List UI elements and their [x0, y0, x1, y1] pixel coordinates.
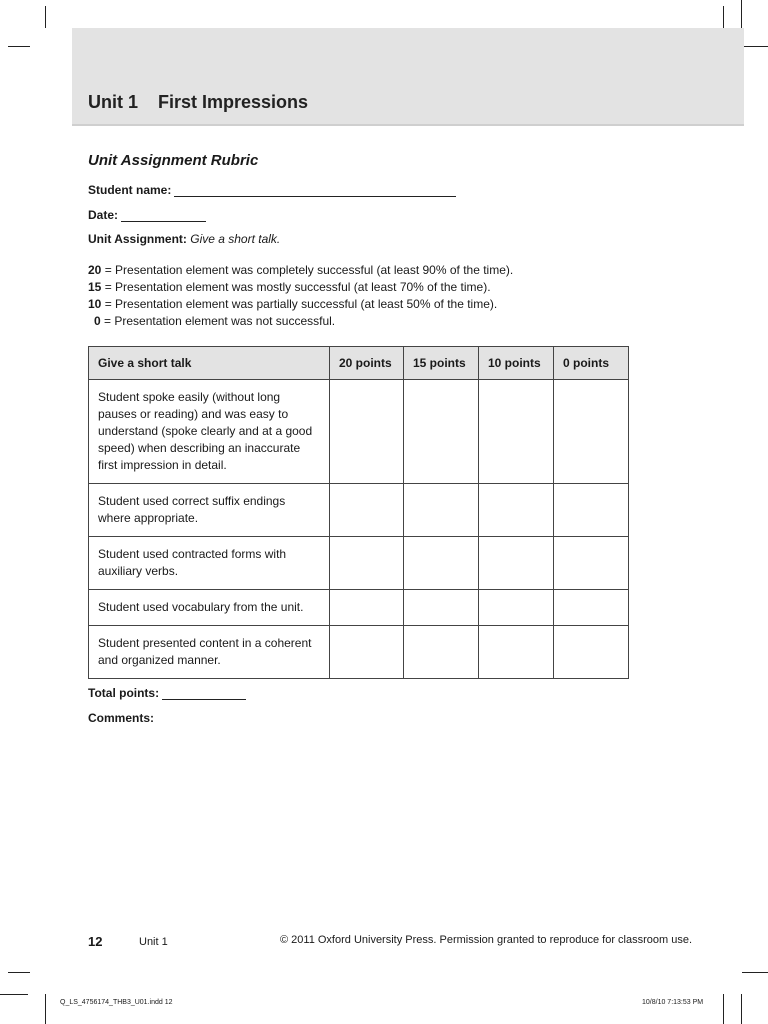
- crop-mark: [45, 994, 46, 1024]
- criterion-cell: Student used vocabulary from the unit.: [89, 590, 330, 626]
- copyright-notice: © 2011 Oxford University Press. Permission granted to reproduce for classroom use.: [280, 934, 693, 946]
- score-cell[interactable]: [479, 626, 554, 679]
- scale-text: = Presentation element was not successful.: [100, 314, 336, 328]
- table-header-row: [89, 347, 629, 380]
- footer-unit: Unit 1: [139, 936, 168, 948]
- criterion-cell: Student used contracted forms with auxiliary verbs.: [89, 537, 330, 590]
- total-points-label: Total points:: [88, 686, 160, 700]
- assignment-value: Give a short talk.: [190, 232, 281, 246]
- score-cell[interactable]: [330, 484, 404, 537]
- score-cell[interactable]: [479, 590, 554, 626]
- page-title: [88, 92, 308, 113]
- total-points-field[interactable]: [162, 687, 246, 700]
- scale-item: [88, 279, 513, 296]
- crop-mark: [741, 0, 742, 28]
- criterion-cell: Student spoke easily (without long pauses or reading) and was easy to understand (spoke clearly and at a good speed) when describing an inaccurate first impression in detail.: [89, 380, 330, 484]
- score-cell[interactable]: [479, 537, 554, 590]
- score-cell[interactable]: [404, 590, 479, 626]
- crop-mark: [0, 994, 28, 995]
- scale-item: [88, 262, 513, 279]
- scale-text: = Presentation element was completely successful (at least 90% of the time).: [101, 263, 514, 277]
- score-cell[interactable]: [554, 590, 629, 626]
- scale-text: = Presentation element was mostly successful (at least 70% of the time).: [101, 280, 491, 294]
- assignment-label: Unit Assignment:: [88, 232, 187, 246]
- score-cell[interactable]: [554, 626, 629, 679]
- assignment-row: [88, 232, 280, 246]
- criterion-cell: Student presented content in a coherent and organized manner.: [89, 626, 330, 679]
- crop-mark: [8, 972, 30, 973]
- crop-mark: [723, 6, 724, 28]
- crop-mark: [723, 994, 724, 1024]
- table-row: [89, 484, 629, 537]
- table-row: [89, 380, 629, 484]
- score-cell[interactable]: [479, 380, 554, 484]
- scale-points: 15: [88, 280, 102, 294]
- score-cell[interactable]: [404, 537, 479, 590]
- score-cell[interactable]: [554, 484, 629, 537]
- crop-mark: [742, 972, 768, 973]
- score-cell[interactable]: [554, 380, 629, 484]
- crop-mark: [8, 46, 30, 47]
- score-cell[interactable]: [330, 380, 404, 484]
- scale-points: 10: [88, 297, 102, 311]
- unit-name: First Impressions: [158, 92, 309, 112]
- score-cell[interactable]: [404, 484, 479, 537]
- rubric-table: [88, 346, 629, 679]
- rubric-title: Unit Assignment Rubric: [88, 152, 259, 169]
- date-field[interactable]: [121, 209, 206, 222]
- column-header: 10 points: [479, 347, 554, 380]
- unit-label: Unit 1: [88, 92, 139, 112]
- column-header: Give a short talk: [89, 347, 330, 380]
- criterion-cell: Student used correct suffix endings where appropriate.: [89, 484, 330, 537]
- table-row: [89, 626, 629, 679]
- score-cell[interactable]: [554, 537, 629, 590]
- column-header: 0 points: [554, 347, 629, 380]
- column-header: 20 points: [330, 347, 404, 380]
- score-cell[interactable]: [330, 537, 404, 590]
- crop-mark: [742, 46, 768, 47]
- student-name-field[interactable]: [174, 184, 456, 197]
- score-cell[interactable]: [330, 590, 404, 626]
- page-number: 12: [88, 934, 103, 949]
- score-cell[interactable]: [479, 484, 554, 537]
- comments-label: Comments:: [88, 711, 155, 725]
- scale-text: = Presentation element was partially successful (at least 50% of the time).: [101, 297, 498, 311]
- student-name-row: [88, 183, 456, 197]
- crop-mark: [45, 6, 46, 28]
- date-label: Date:: [88, 208, 119, 222]
- crop-mark: [741, 994, 742, 1024]
- print-slug-file: Q_LS_4756174_THB3_U01.indd 12: [60, 999, 173, 1006]
- scale-points: 20: [88, 263, 102, 277]
- scale-item: [88, 313, 513, 330]
- total-points-row: [88, 686, 246, 700]
- table-row: [89, 537, 629, 590]
- print-slug-date: 10/8/10 7:13:53 PM: [642, 999, 704, 1006]
- header-rule: [72, 124, 744, 126]
- date-row: [88, 208, 206, 222]
- scale-item: [88, 296, 513, 313]
- table-row: [89, 590, 629, 626]
- column-header: 15 points: [404, 347, 479, 380]
- student-name-label: Student name:: [88, 183, 172, 197]
- scale-points: 0: [94, 314, 101, 328]
- score-cell[interactable]: [404, 626, 479, 679]
- score-cell[interactable]: [330, 626, 404, 679]
- score-cell[interactable]: [404, 380, 479, 484]
- scoring-scale: [88, 262, 513, 330]
